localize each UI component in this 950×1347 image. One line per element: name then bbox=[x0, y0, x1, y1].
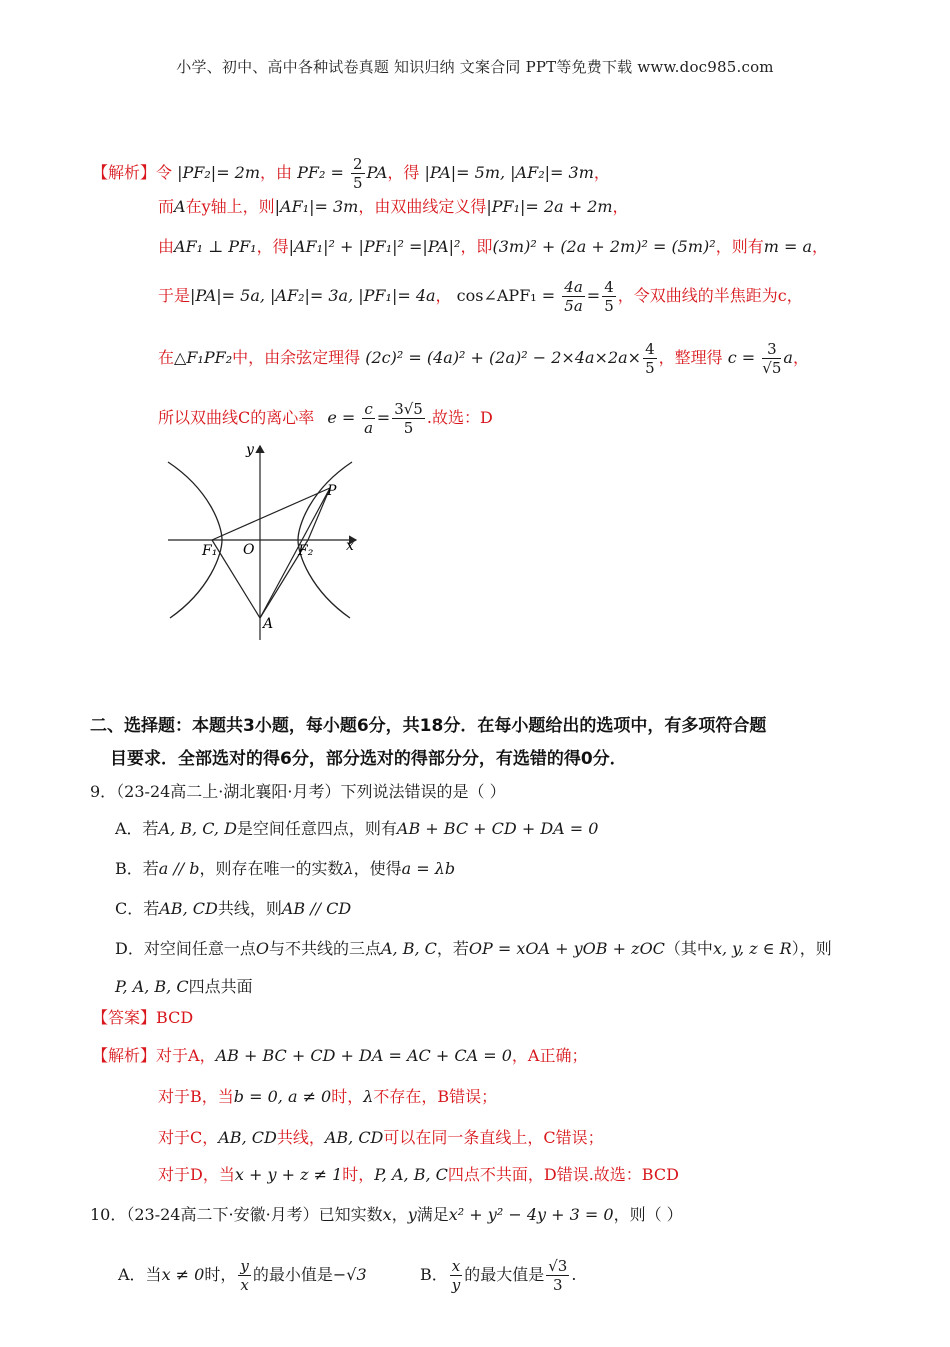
math-expr: m = a bbox=[763, 237, 812, 256]
fraction: $\frac{4}{5}$ bbox=[604, 278, 614, 315]
q10-option-A: A．当x ≠ 0时， $\frac{y}{x}$ 的最小值是−√3 bbox=[118, 1257, 367, 1294]
math-expr: x + y + z ≠ 1 bbox=[234, 1165, 343, 1184]
math-expr: PF₂ = bbox=[297, 163, 349, 182]
math-expr: b = 0, a ≠ 0 bbox=[233, 1087, 332, 1106]
math-expr: AB // CD bbox=[281, 899, 352, 918]
question-10-stem: 10．（23-24高二下·安徽·月考）已知实数x，y满足x² + y² − 4y + 3 = 0，则（ ） bbox=[90, 1205, 683, 1224]
math-expr: x² + y² − 4y + 3 = 0 bbox=[448, 1205, 614, 1224]
math-expr: x bbox=[382, 1205, 392, 1224]
label-F2: F₂ bbox=[298, 543, 314, 559]
section-heading: 二、选择题：本题共3小题，每小题6分，共18分．在每小题给出的选项中，有多项符合题 目要求．全部选对的得6分，部分选对的得部分分，有选错的得0分． bbox=[90, 716, 767, 769]
math-expr: cos∠APF₁ = bbox=[456, 286, 561, 305]
math-expr: PA bbox=[366, 163, 388, 182]
math-expr: AB + BC + CD + DA = AC + CA = 0 bbox=[215, 1046, 512, 1065]
solution-line-1: 【解析】令 |PF₂|= 2m，由 PF₂ = $\frac{2}{5}$ PA，得 |PA|= 5m, |AF₂|= 3m， bbox=[92, 155, 610, 192]
math-expr: A, B, C, D bbox=[158, 819, 237, 838]
math-expr: (2c)² = (4a)² + (2a)² − 2×4a×2a× bbox=[365, 348, 642, 367]
math-expr: |PA|= 5m, |AF₂|= 3m bbox=[424, 163, 594, 182]
page-header: 小学、初中、高中各种试卷真题 知识归纳 文案合同 PPT等免费下载 www.doc985.com bbox=[176, 58, 774, 76]
math-expr: −√3 bbox=[332, 1265, 367, 1284]
hyperbola-figure bbox=[160, 440, 365, 645]
solution-line-5: 在△F₁PF₂中，由余弦定理得 (2c)² = (4a)² + (2a)² − 2×4a×2a× $\frac{4}{5}$ ，整理得 c = $\frac{3}{√5}$ a， bbox=[158, 340, 809, 377]
math-expr: △F₁PF₂ bbox=[174, 348, 233, 367]
math-expr: |PF₂|= 2m bbox=[177, 163, 261, 182]
question-9-stem: 9．（23-24高二上·湖北襄阳·月考）下列说法错误的是（ ） bbox=[90, 782, 506, 801]
solution-tag: 【解析】 bbox=[92, 163, 157, 182]
math-expr: A, B, C bbox=[380, 939, 437, 958]
math-expr: |AF₁|= 3m bbox=[274, 197, 359, 216]
label-y: y bbox=[246, 442, 254, 458]
solution-line-3: 由AF₁ ⊥ PF₁，得|AF₁|² + |PF₁|² =|PA|²，即(3m)² + (2a + 2m)² = (5m)²，则有m = a， bbox=[158, 237, 829, 256]
fraction: $\frac{2}{5}$ bbox=[353, 155, 363, 192]
q9-answer: 【答案】BCD bbox=[92, 1008, 194, 1027]
math-expr: λ bbox=[363, 1087, 374, 1106]
math-expr: A bbox=[174, 197, 186, 216]
q9-option-C: C．若AB, CD共线，则AB // CD bbox=[115, 899, 352, 918]
math-expr: |PA|= 5a, |AF₂|= 3a, |PF₁|= 4a bbox=[190, 286, 436, 305]
label-A: A bbox=[263, 616, 274, 632]
fraction: $\frac{4}{5}$ bbox=[645, 340, 655, 377]
solution-line-4: 于是|PA|= 5a, |AF₂|= 3a, |PF₁|= 4a， cos∠APF₁ = $\frac{4a}{5a}$ = $\frac{4}{5}$ ，令双曲线的半焦距为c， bbox=[158, 278, 803, 315]
q9-solution-4: 对于D，当x + y + z ≠ 1时，P, A, B, C四点不共面，D错误.故选：BCD bbox=[158, 1165, 679, 1184]
q9-option-D-cont: P, A, B, C四点共面 bbox=[115, 977, 253, 996]
math-expr: AB, CD bbox=[218, 1128, 277, 1147]
label-P: P bbox=[327, 483, 337, 499]
label-x: x bbox=[346, 538, 354, 554]
math-expr: O bbox=[255, 939, 269, 958]
fraction: $\frac{3√5}{5}$ bbox=[394, 400, 423, 437]
q9-option-D: D．对空间任意一点O与不共线的三点A, B, C，若OP = xOA + yOB + zOC（其中x, y, z ∈ R），则 bbox=[115, 939, 832, 958]
math-expr: AF₁ ⊥ PF₁ bbox=[174, 237, 257, 256]
q10-option-B: B． $\frac{x}{y}$ 的最大值是 $\frac{√3}{3}$ . bbox=[420, 1257, 577, 1294]
solution-line-2: 而A在y轴上，则|AF₁|= 3m，由双曲线定义得|PF₁|= 2a + 2m， bbox=[158, 197, 629, 216]
math-expr: AB, CD bbox=[159, 899, 218, 918]
math-expr: x ≠ 0 bbox=[161, 1265, 205, 1284]
math-expr: |AF₁|² + |PF₁|² =|PA|² bbox=[288, 237, 461, 256]
math-expr: P, A, B, C bbox=[115, 977, 189, 996]
math-expr: λ bbox=[343, 859, 354, 878]
math-expr: AB, CD bbox=[324, 1128, 384, 1147]
math-expr: a // b bbox=[158, 859, 200, 878]
q9-solution-2: 对于B，当b = 0, a ≠ 0时，λ不存在，B错误； bbox=[158, 1087, 498, 1106]
q9-option-B: B．若a // b，则存在唯一的实数λ，使得a = λb bbox=[115, 859, 456, 878]
label-F1: F₁ bbox=[202, 543, 218, 559]
math-expr: a = λb bbox=[401, 859, 456, 878]
math-expr: |PF₁|= 2a + 2m bbox=[486, 197, 613, 216]
q9-option-A: A．若A, B, C, D是空间任意四点，则有AB + BC + CD + DA = 0 bbox=[115, 819, 599, 838]
solution-line-6: 所以双曲线C的离心率 e = $\frac{c}{a}$ = $\frac{3√5}{5}$ .故选：D bbox=[158, 400, 493, 437]
math-expr: x, y, z ∈ R bbox=[712, 939, 792, 958]
fraction: $\frac{x}{y}$ bbox=[451, 1257, 461, 1294]
math-expr: AB + BC + CD + DA = 0 bbox=[396, 819, 599, 838]
fraction: $\frac{3}{√5}$ bbox=[762, 340, 782, 377]
fraction: $\frac{√3}{3}$ bbox=[548, 1257, 568, 1294]
math-expr: OP = xOA + yOB + zOC bbox=[468, 939, 665, 958]
fraction: $\frac{4a}{5a}$ bbox=[564, 278, 583, 315]
math-expr: c = bbox=[727, 348, 761, 367]
label-O: O bbox=[243, 542, 255, 558]
math-expr: (3m)² + (2a + 2m)² = (5m)² bbox=[492, 237, 716, 256]
segment-F1P bbox=[212, 488, 330, 540]
q9-solution-3: 对于C，AB, CD共线，AB, CD可以在同一条直线上，C错误； bbox=[158, 1128, 604, 1147]
math-expr: y bbox=[407, 1205, 417, 1224]
q9-solution-1: 【解析】对于A，AB + BC + CD + DA = AC + CA = 0，A正确； bbox=[92, 1046, 588, 1065]
fraction: $\frac{c}{a}$ bbox=[364, 400, 374, 437]
math-expr: P, A, B, C bbox=[374, 1165, 448, 1184]
fraction: $\frac{y}{x}$ bbox=[240, 1257, 249, 1294]
segment-AP bbox=[260, 488, 330, 618]
math-expr: e = bbox=[327, 408, 361, 427]
